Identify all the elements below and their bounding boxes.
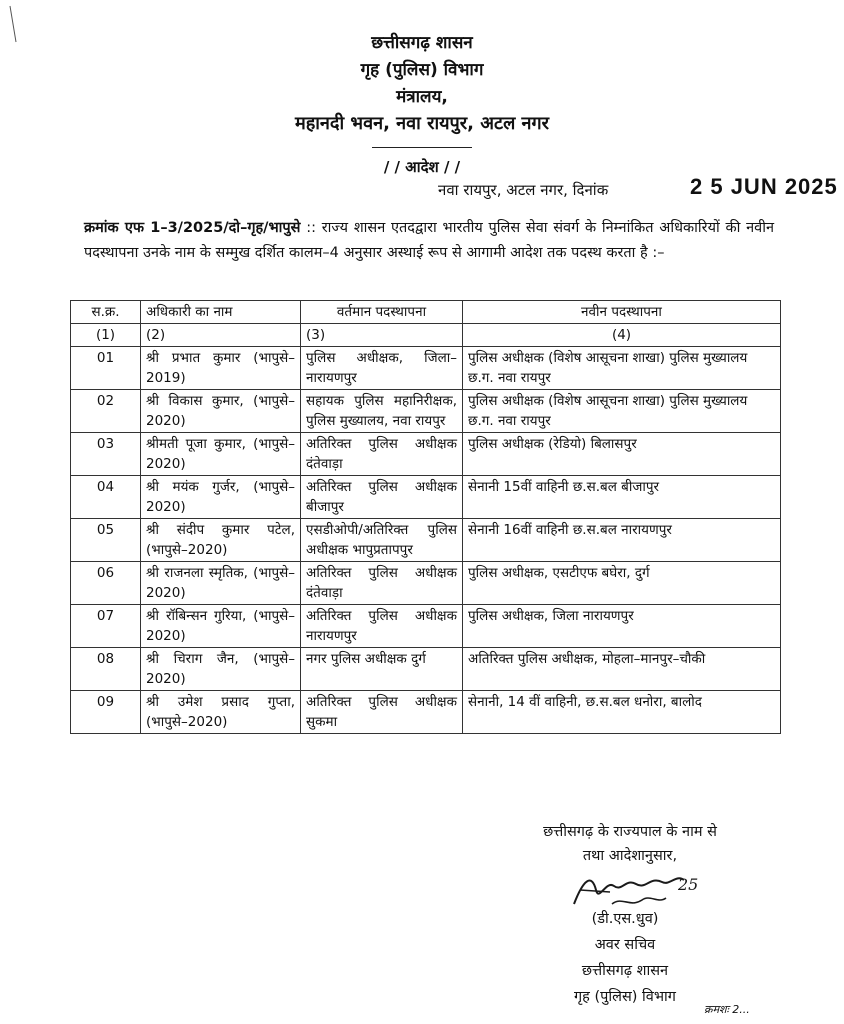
officer-name-cell: श्री चिराग जैन, (भापुसे– 2020) bbox=[141, 648, 301, 691]
postings-table bbox=[70, 300, 781, 734]
table-row bbox=[71, 648, 781, 691]
table-row bbox=[71, 691, 781, 734]
table-row bbox=[71, 347, 781, 390]
header-officer-name: अधिकारी का नाम bbox=[141, 301, 301, 324]
officer-name-cell: श्री प्रभात कुमार (भापुसे–2019) bbox=[141, 347, 301, 390]
date-stamp: 2 5 JUN 2025 bbox=[690, 174, 838, 199]
colnum-2: (2) bbox=[141, 324, 301, 347]
order-text: :: राज्य शासन एतदद्वारा भारतीय पुलिस सेवा संवर्ग के निम्नांकित अधिकारियों की नवीन पदस्थापना उनके नाम के सम्मुख दर्शित कालम–4 अनुसार अस्थाई रूप से आगामी आदेश तक पदस्थ करता है :– bbox=[84, 220, 774, 261]
table-row bbox=[71, 562, 781, 605]
officer-name-cell: श्री विकास कुमार, (भापुसे– 2020) bbox=[141, 390, 301, 433]
order-number: क्रमांक एफ 1–3/2025/दो–गृह/भापुसे bbox=[84, 220, 301, 236]
ministry-label: मंत्रालय, bbox=[396, 87, 448, 107]
new-posting-cell: पुलिस अधीक्षक (विशेष आसूचना शाखा) पुलिस मुख्यालय छ.ग. नवा रायपुर bbox=[463, 390, 781, 433]
current-posting-cell: नगर पुलिस अधीक्षक दुर्ग bbox=[301, 648, 463, 691]
current-posting-cell: पुलिस अधीक्षक, जिला–नारायणपुर bbox=[301, 347, 463, 390]
place-and-date-label: नवा रायपुर, अटल नगर, दिनांक bbox=[438, 181, 609, 199]
header-serial: स.क्र. bbox=[71, 301, 141, 324]
new-posting-cell: अतिरिक्त पुलिस अधीक्षक, मोहला–मानपुर–चौकी bbox=[463, 648, 781, 691]
department-name: गृह (पुलिस) विभाग bbox=[360, 60, 484, 80]
officer-name-cell: श्री राजनला स्मृतिक, (भापुसे–2020) bbox=[141, 562, 301, 605]
serial-cell: 05 bbox=[71, 519, 141, 562]
signatory-office-2: गृह (पुलिस) विभाग bbox=[574, 989, 676, 1005]
colnum-3: (3) bbox=[301, 324, 463, 347]
table-row bbox=[71, 605, 781, 648]
header-current-posting: वर्तमान पदस्थापना bbox=[301, 301, 463, 324]
new-posting-cell: पुलिस अधीक्षक, जिला नारायणपुर bbox=[463, 605, 781, 648]
current-posting-cell: अतिरिक्त पुलिस अधीक्षक बीजापुर bbox=[301, 476, 463, 519]
officer-name-cell: श्री उमेश प्रसाद गुप्ता, (भापुसे–2020) bbox=[141, 691, 301, 734]
current-posting-cell: एसडीओपी/अतिरिक्त पुलिस अधीक्षक भापुप्रतापपुर bbox=[301, 519, 463, 562]
new-posting-cell: पुलिस अधीक्षक, एसटीएफ बघेरा, दुर्ग bbox=[463, 562, 781, 605]
officer-name-cell: श्रीमती पूजा कुमार, (भापुसे–2020) bbox=[141, 433, 301, 476]
officer-name-cell: श्री संदीप कुमार पटेल, (भापुसे–2020) bbox=[141, 519, 301, 562]
govt-name: छत्तीसगढ़ शासन bbox=[371, 33, 473, 53]
table-row bbox=[71, 476, 781, 519]
serial-cell: 06 bbox=[71, 562, 141, 605]
table-row bbox=[71, 519, 781, 562]
closing-line-1: छत्तीसगढ़ के राज्यपाल के नाम से bbox=[543, 824, 717, 840]
current-posting-cell: अतिरिक्त पुलिस अधीक्षक दंतेवाड़ा bbox=[301, 562, 463, 605]
current-posting-cell: अतिरिक्त पुलिस अधीक्षक नारायणपुर bbox=[301, 605, 463, 648]
colnum-1: (1) bbox=[71, 324, 141, 347]
signatory-name: (डी.एस.धुव) bbox=[591, 911, 659, 927]
office-address: महानदी भवन, नवा रायपुर, अटल नगर bbox=[294, 113, 550, 134]
new-posting-cell: सेनानी, 14 वीं वाहिनी, छ.स.बल धनोरा, बालोद bbox=[463, 691, 781, 734]
serial-cell: 07 bbox=[71, 605, 141, 648]
new-posting-cell: पुलिस अधीक्षक (विशेष आसूचना शाखा) पुलिस मुख्यालय छ.ग. नवा रायपुर bbox=[463, 347, 781, 390]
order-heading: / / आदेश / / bbox=[383, 158, 461, 176]
signatory-block bbox=[540, 906, 710, 1010]
serial-cell: 04 bbox=[71, 476, 141, 519]
serial-cell: 02 bbox=[71, 390, 141, 433]
current-posting-cell: अतिरिक्त पुलिस अधीक्षक सुकमा bbox=[301, 691, 463, 734]
signature-date-scribble: 25 bbox=[678, 875, 699, 894]
closing-line-2: तथा आदेशानुसार, bbox=[582, 848, 678, 864]
header-divider bbox=[372, 147, 472, 148]
officer-name-cell: श्री रॉबिन्सन गुरिया, (भापुसे–2020) bbox=[141, 605, 301, 648]
header-new-posting: नवीन पदस्थापना bbox=[463, 301, 781, 324]
serial-cell: 03 bbox=[71, 433, 141, 476]
current-posting-cell: सहायक पुलिस महानिरीक्षक, पुलिस मुख्यालय, नवा रायपुर bbox=[301, 390, 463, 433]
colnum-4: (4) bbox=[463, 324, 781, 347]
signatory-designation: अवर सचिव bbox=[594, 937, 656, 953]
signatory-office-1: छत्तीसगढ़ शासन bbox=[581, 963, 669, 979]
table-colnum-row bbox=[71, 324, 781, 347]
current-posting-cell: अतिरिक्त पुलिस अधीक्षक दंतेवाड़ा bbox=[301, 433, 463, 476]
table-row bbox=[71, 390, 781, 433]
table-row bbox=[71, 433, 781, 476]
table-header-row bbox=[71, 301, 781, 324]
new-posting-cell: पुलिस अधीक्षक (रेडियो) बिलासपुर bbox=[463, 433, 781, 476]
continuation-note: क्रमशः 2... bbox=[704, 1003, 750, 1016]
new-posting-cell: सेनानी 16वीं वाहिनी छ.स.बल नारायणपुर bbox=[463, 519, 781, 562]
officer-name-cell: श्री मयंक गुर्जर, (भापुसे– 2020) bbox=[141, 476, 301, 519]
order-paragraph bbox=[84, 216, 774, 266]
new-posting-cell: सेनानी 15वीं वाहिनी छ.स.बल बीजापुर bbox=[463, 476, 781, 519]
serial-cell: 09 bbox=[71, 691, 141, 734]
serial-cell: 01 bbox=[71, 347, 141, 390]
serial-cell: 08 bbox=[71, 648, 141, 691]
